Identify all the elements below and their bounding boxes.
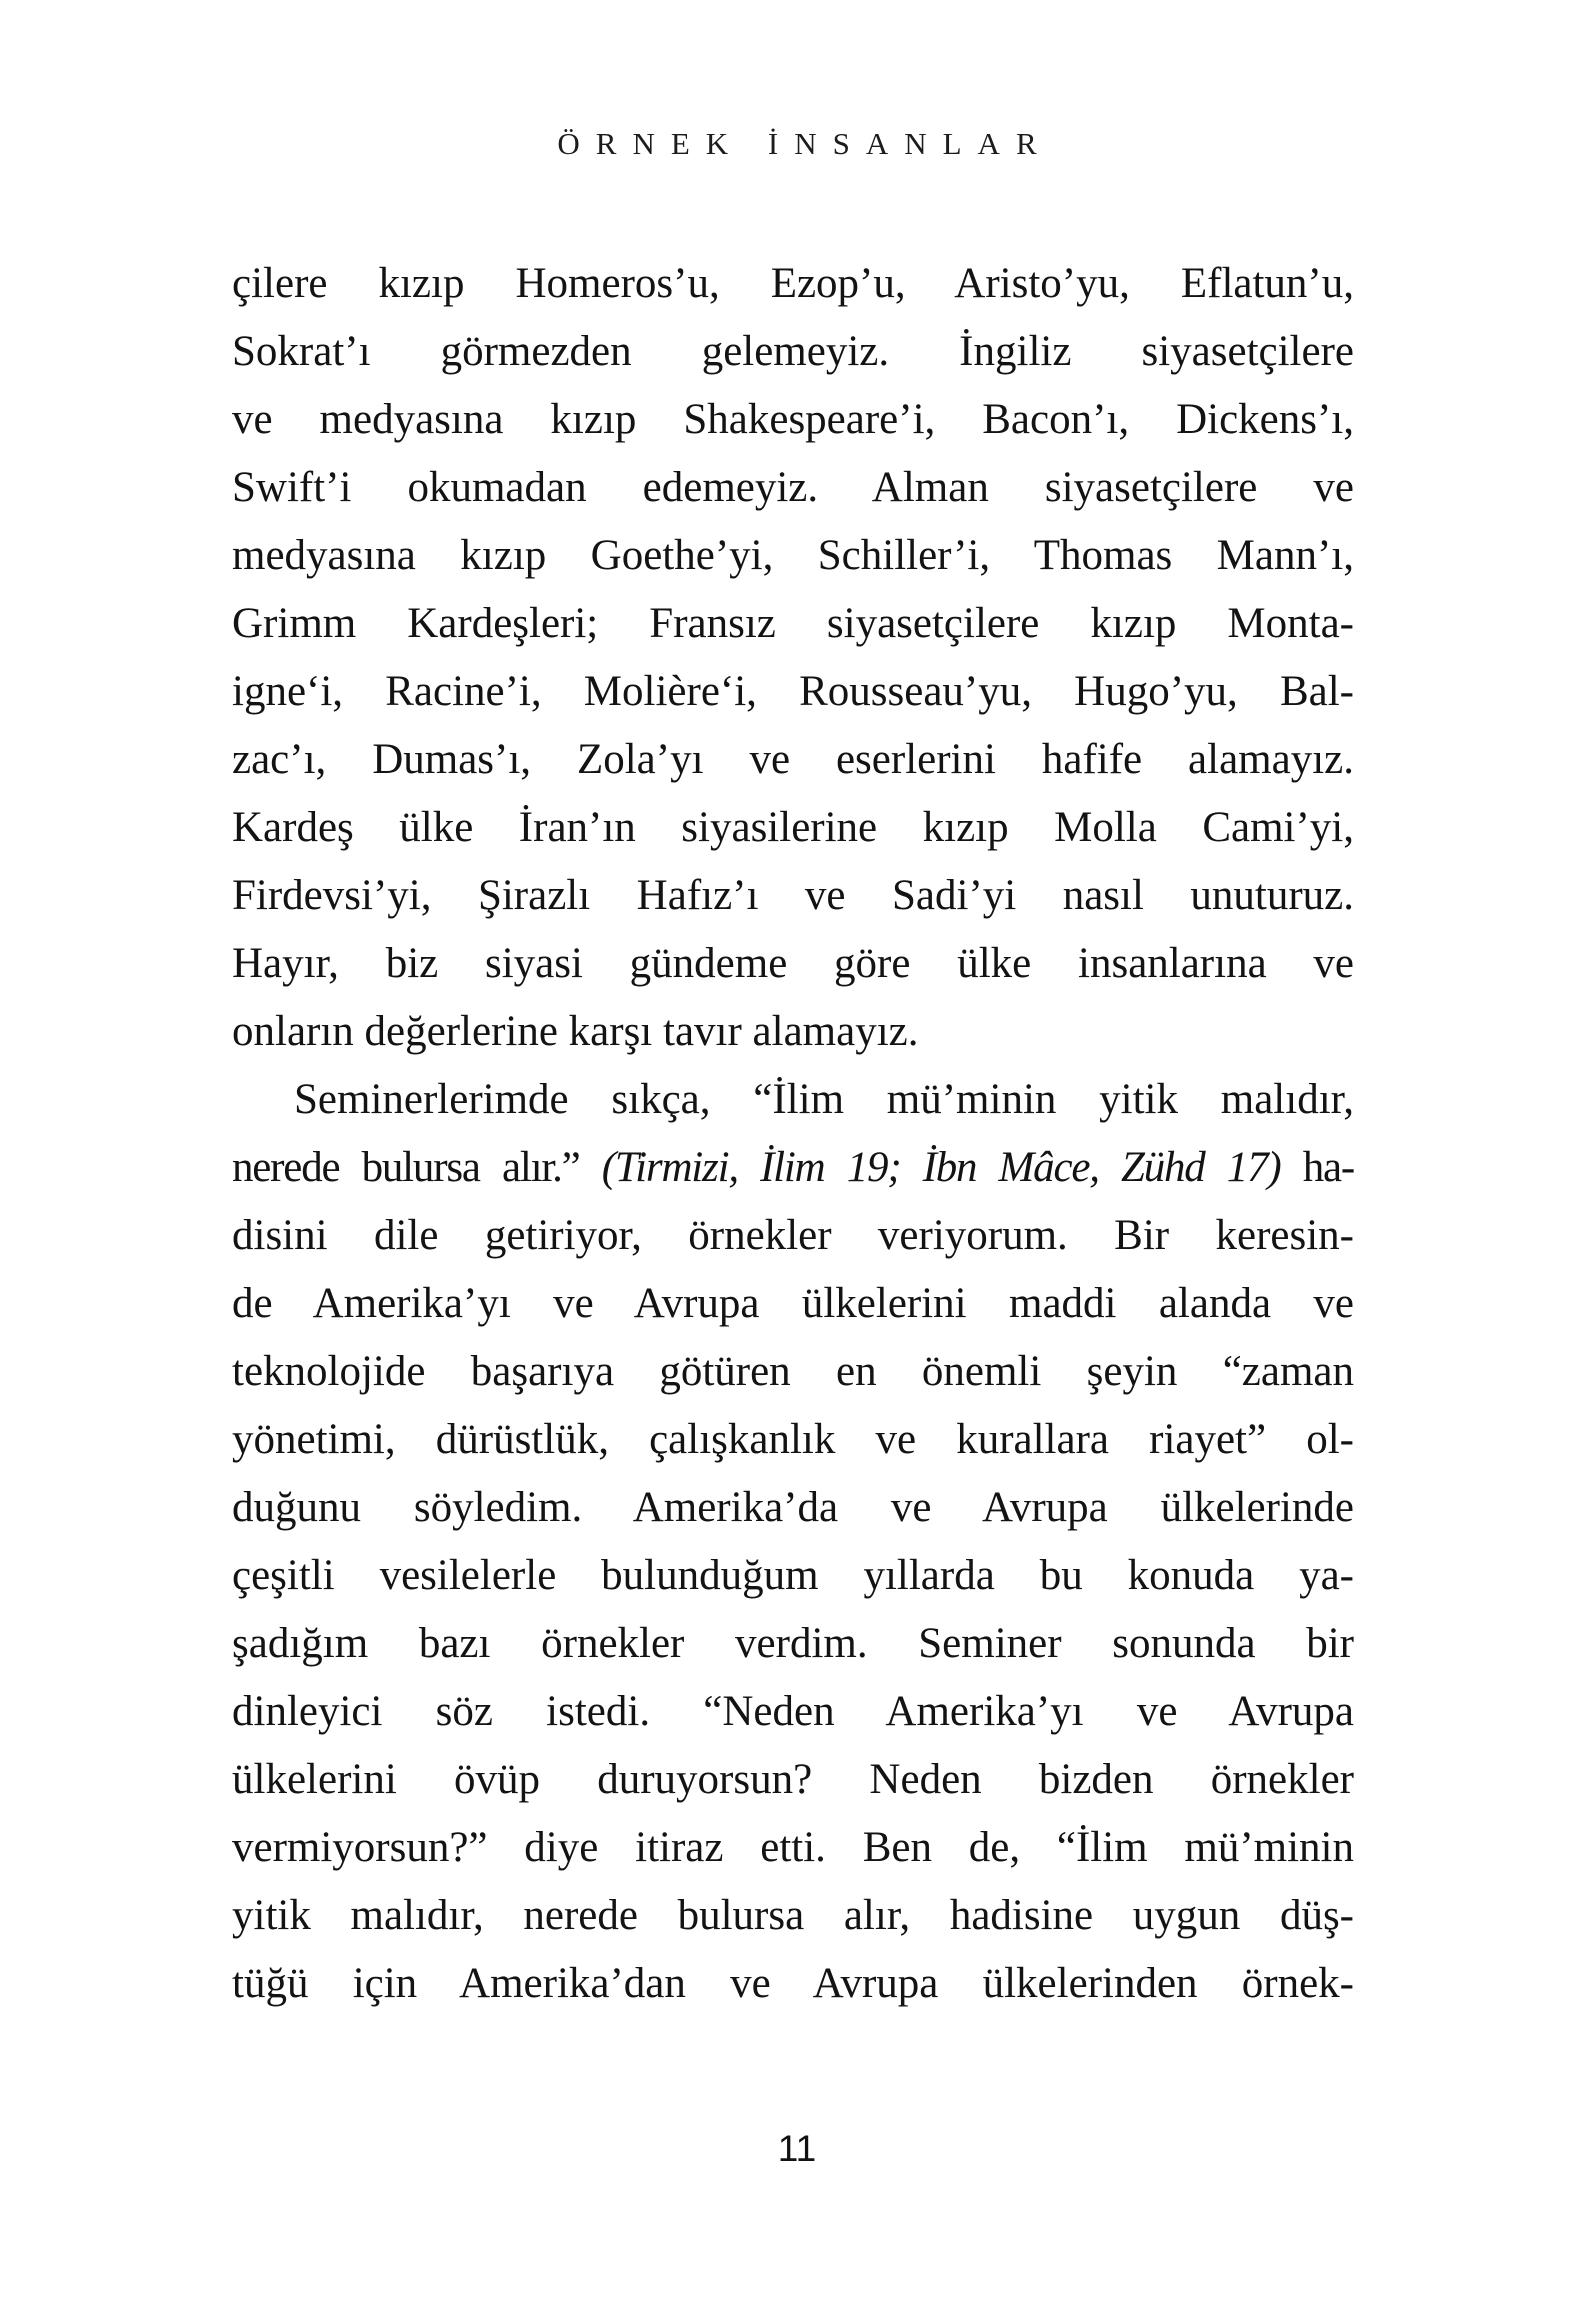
- running-head-title: ÖRNEK İNSANLAR: [557, 126, 1053, 161]
- text-line: şadığım bazı örnekler verdim. Seminer sonunda bir: [232, 1620, 1354, 1667]
- text-line: igne‘i, Racine’i, Molière‘i, Rousseau’yu, Hugo’yu, Bal-: [232, 668, 1354, 715]
- text-line: ülkelerini övüp duruyorsun? Neden bizden örnekler: [232, 1756, 1354, 1803]
- text-line-with-citation: [232, 1134, 1354, 1202]
- text-line: Hayır, biz siyasi gündeme göre ülke insanlarına ve: [232, 940, 1354, 987]
- text-line: Sokrat’ı görmezden gelemeyiz. İngiliz siyasetçilere: [232, 328, 1354, 375]
- body-text-block: [232, 250, 1354, 2018]
- text-line: de Amerika’yı ve Avrupa ülkelerini maddi alanda ve: [232, 1280, 1354, 1327]
- text-line: teknolojide başarıya götüren en önemli şeyin “zaman: [232, 1348, 1354, 1395]
- text-line: dinleyici söz istedi. “Neden Amerika’yı ve Avrupa: [232, 1688, 1354, 1735]
- text-segment: ha-: [1280, 1144, 1354, 1191]
- text-line: çilere kızıp Homeros’u, Ezop’u, Aristo’yu, Eflatun’u,: [232, 260, 1354, 307]
- text-line: çeşitli vesilelerle bulunduğum yıllarda bu konuda ya-: [232, 1552, 1354, 1599]
- citation-italic-segment: (Tirmizi, İlim 19; İbn Mâce, Zühd 17): [601, 1144, 1281, 1191]
- text-line: vermiyorsun?” diye itiraz etti. Ben de, “İlim mü’minin: [232, 1824, 1354, 1871]
- text-line: yönetimi, dürüstlük, çalışkanlık ve kurallara riayet” ol-: [232, 1416, 1354, 1463]
- text-line: onların değerlerine karşı tavır alamayız.: [232, 1008, 919, 1055]
- text-line: yitik malıdır, nerede bulursa alır, hadisine uygun düş-: [232, 1892, 1354, 1939]
- text-line: Swift’i okumadan edemeyiz. Alman siyasetçilere ve: [232, 464, 1354, 511]
- text-line: disini dile getiriyor, örnekler veriyorum. Bir keresin-: [232, 1212, 1354, 1259]
- text-line: Grimm Kardeşleri; Fransız siyasetçilere kızıp Monta-: [232, 600, 1354, 647]
- text-line: tüğü için Amerika’dan ve Avrupa ülkelerinden örnek-: [232, 1960, 1354, 2007]
- text-line: medyasına kızıp Goethe’yi, Schiller’i, Thomas Mann’ı,: [232, 532, 1354, 579]
- paragraph-1: [232, 250, 1354, 1066]
- text-line: Firdevsi’yi, Şirazlı Hafız’ı ve Sadi’yi nasıl unuturuz.: [232, 872, 1354, 919]
- text-line: Kardeş ülke İran’ın siyasilerine kızıp Molla Cami’yi,: [232, 804, 1354, 851]
- text-segment: nerede bulursa alır.”: [232, 1144, 602, 1191]
- paragraph-2: [232, 1066, 1354, 2018]
- text-line: zac’ı, Dumas’ı, Zola’yı ve eserlerini hafife alamayız.: [232, 736, 1354, 783]
- text-line: Seminerlerimde sıkça, “İlim mü’minin yitik malıdır,: [294, 1076, 1354, 1123]
- page-number: 11: [777, 2128, 817, 2169]
- text-line: ve medyasına kızıp Shakespeare’i, Bacon’ı, Dickens’ı,: [232, 396, 1354, 443]
- text-line: duğunu söyledim. Amerika’da ve Avrupa ülkelerinde: [232, 1484, 1354, 1531]
